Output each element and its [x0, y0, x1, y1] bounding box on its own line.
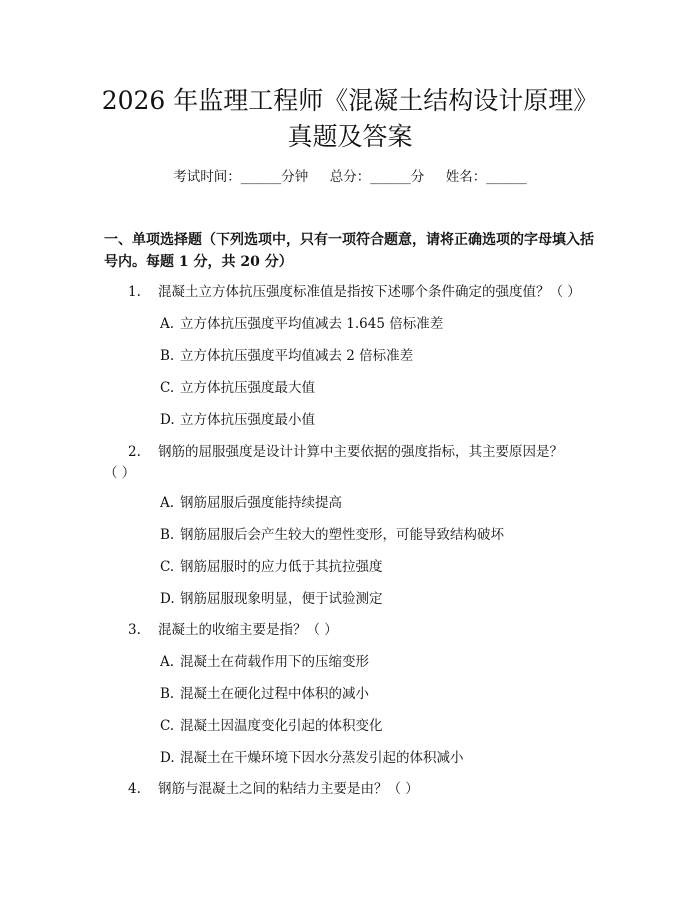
option-letter: B. — [160, 348, 175, 364]
document-title-line1: 2026 年监理工程师《混凝土结构设计原理》 — [101, 86, 599, 115]
question-number: 1. — [128, 284, 141, 300]
option-letter: C. — [160, 380, 175, 396]
option-letter: A. — [160, 654, 175, 670]
option-3c — [160, 714, 383, 738]
option-text: 立方体抗压强度最小值 — [180, 412, 315, 428]
option-2c — [160, 555, 383, 579]
question-text: 钢筋的屈服强度是设计计算中主要依据的强度指标，其主要原因是？ — [158, 444, 563, 460]
option-letter: D. — [160, 750, 175, 766]
question-text: 混凝土的收缩主要是指？（ ） — [158, 622, 338, 638]
option-letter: A. — [160, 495, 175, 511]
section-heading-line1: 一、单项选择题（下列选项中，只有一项符合题意，请将正确选项的字母填入括 — [104, 232, 594, 248]
option-1d — [160, 408, 315, 432]
question-2-wrap: （ ） — [104, 465, 136, 481]
question-2 — [128, 440, 563, 464]
question-number: 4. — [128, 781, 141, 797]
option-text: 混凝土在硬化过程中体积的减小 — [180, 686, 369, 702]
question-number: 3. — [128, 622, 141, 638]
option-text: 混凝土因温度变化引起的体积变化 — [180, 718, 383, 734]
option-1c — [160, 376, 315, 400]
option-letter: D. — [160, 412, 175, 428]
question-number: 2. — [128, 444, 141, 460]
option-text: 混凝土在干燥环境下因水分蒸发引起的体积减小 — [180, 750, 464, 766]
question-1 — [128, 280, 581, 304]
document-title-line2: 真题及答案 — [287, 122, 413, 151]
question-text: 混凝土立方体抗压强度标准值是指按下述哪个条件确定的强度值？（ ） — [158, 284, 581, 300]
option-letter: B. — [160, 686, 175, 702]
option-text: 立方体抗压强度平均值减去 2 倍标准差 — [180, 348, 414, 364]
option-3a — [160, 650, 369, 674]
option-text: 钢筋屈服现象明显，便于试验测定 — [180, 591, 383, 607]
option-text: 钢筋屈服后会产生较大的塑性变形，可能导致结构破坏 — [180, 527, 504, 543]
section-heading-line2: 号内。每题 1 分，共 20 分） — [104, 254, 293, 270]
option-text: 立方体抗压强度最大值 — [180, 380, 315, 396]
option-letter: A. — [160, 316, 175, 332]
option-text: 钢筋屈服后强度能持续提高 — [180, 495, 342, 511]
option-text: 钢筋屈服时的应力低于其抗拉强度 — [180, 559, 383, 575]
option-text: 立方体抗压强度平均值减去 1.645 倍标准差 — [180, 316, 444, 332]
question-4 — [128, 777, 419, 801]
option-2a — [160, 491, 342, 515]
option-3d — [160, 746, 464, 770]
option-3b — [160, 682, 369, 706]
option-1a — [160, 312, 443, 336]
option-letter: C. — [160, 559, 175, 575]
option-letter: B. — [160, 527, 175, 543]
question-3 — [128, 618, 338, 642]
option-text: 混凝土在荷载作用下的压缩变形 — [180, 654, 369, 670]
question-text: 钢筋与混凝土之间的粘结力主要是由？（ ） — [158, 781, 419, 797]
option-2d — [160, 587, 383, 611]
option-letter: D. — [160, 591, 175, 607]
option-1b — [160, 344, 413, 368]
option-2b — [160, 523, 504, 547]
exam-info: 考试时间：______分钟 总分：______分 姓名：______ — [173, 169, 527, 185]
option-letter: C. — [160, 718, 175, 734]
